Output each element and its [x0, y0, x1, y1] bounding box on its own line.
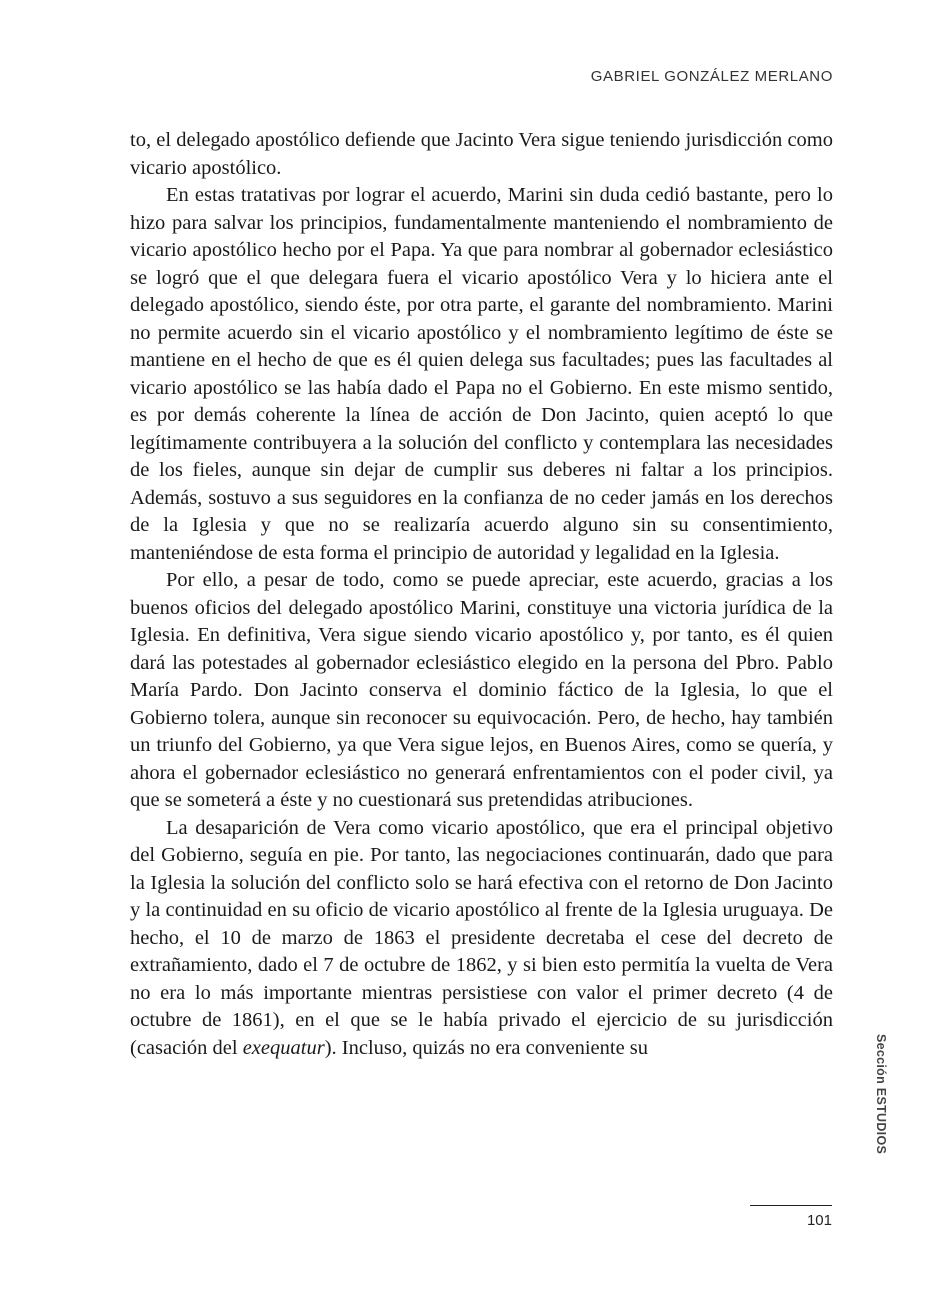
paragraph-2: En estas tratativas por lograr el acuerdo, Marini sin duda cedió bastante, pero lo hizo para salvar los principios, fundamentalmente manteniendo el nombramiento de vicario apostólico hecho por el Papa. Ya que para nombrar al gobernador eclesiástico se logró que el que delegara fuera el vicario apostólico Vera y lo hiciera ante el delegado apostólico, siendo éste, por otra parte, el garante del nombramiento. Marini no permite acuerdo sin el vicario apostólico y el nombramiento legítimo de éste se mantiene en el hecho de que es él quien delega sus facultades; pues las facultades al vicario apostólico se las había dado el Papa no el Gobierno. En este mismo sentido, es por demás coherente la línea de acción de Don Jacinto, quien aceptó lo que legítimamente contribuyera a la solución del conflicto y contemplara las necesidades de los fieles, aunque sin dejar de cumplir sus deberes ni faltar a los principios. Además, sostuvo a sus seguidores en la confianza de no ceder jamás en los derechos de la Iglesia y que no se realizaría acuerdo alguno sin su consentimiento, manteniéndose de esta forma el principio de autoridad y legalidad en la Iglesia.: [130, 184, 833, 564]
section-side-label: Sección ESTUDIOS: [874, 1034, 888, 1155]
paragraph-4: [130, 815, 833, 1063]
page-number: 101: [806, 1212, 832, 1229]
paragraph-3: Por ello, a pesar de todo, como se puede apreciar, este acuerdo, gracias a los buenos oficios del delegado apostólico Marini, constituye una victoria jurídica de la Iglesia. En definitiva, Vera sigue siendo vicario apostólico y, por tanto, es él quien dará las potestades al gobernador eclesiástico elegido en la persona del Pbro. Pablo María Pardo. Don Jacinto conserva el dominio fáctico de la Iglesia, lo que el Gobierno tolera, aunque sin reconocer su equivocación. Pero, de hecho, hay también un triunfo del Gobierno, ya que Vera sigue lejos, en Buenos Aires, como se quería, y ahora el gobernador eclesiástico no generará enfrentamientos con el poder civil, ya que se someterá a éste y no cuestionará sus pretendidas atribuciones.: [130, 569, 833, 811]
paragraph-4-text-a: La desaparición de Vera como vicario apostólico, que era el principal objetivo del Gobierno, seguía en pie. Por tanto, las negociaciones continuarán, dado que para la Iglesia la solución del conflicto solo se hará efectiva con el retorno de Don Jacinto y la continuidad en su oficio de vicario apostólico al frente de la Iglesia uruguaya. De hecho, el 10 de marzo de 1863 el presidente decretaba el cese del decreto de extrañamiento, dado el 7 de octubre de 1862, y si bien esto permitía la vuelta de Vera no era lo más importante mientras persistiese con valor el primer decreto (4 de octubre de 1861), en el que se le había privado el ejercicio de su jurisdicción (casación del: [130, 816, 833, 1059]
paragraph-4-italic-term: exequatur: [242, 1036, 325, 1059]
footer-rule: [750, 1205, 832, 1206]
paragraph-4-text-b: ). Incluso, quizás no era conveniente su: [324, 1036, 649, 1059]
body-text: [130, 127, 833, 1062]
running-head: GABRIEL GONZÁLEZ MERLANO: [590, 68, 833, 85]
paragraph-1: to, el delegado apostólico defiende que Jacinto Vera sigue teniendo jurisdicción como vicario apostólico.: [130, 129, 833, 179]
